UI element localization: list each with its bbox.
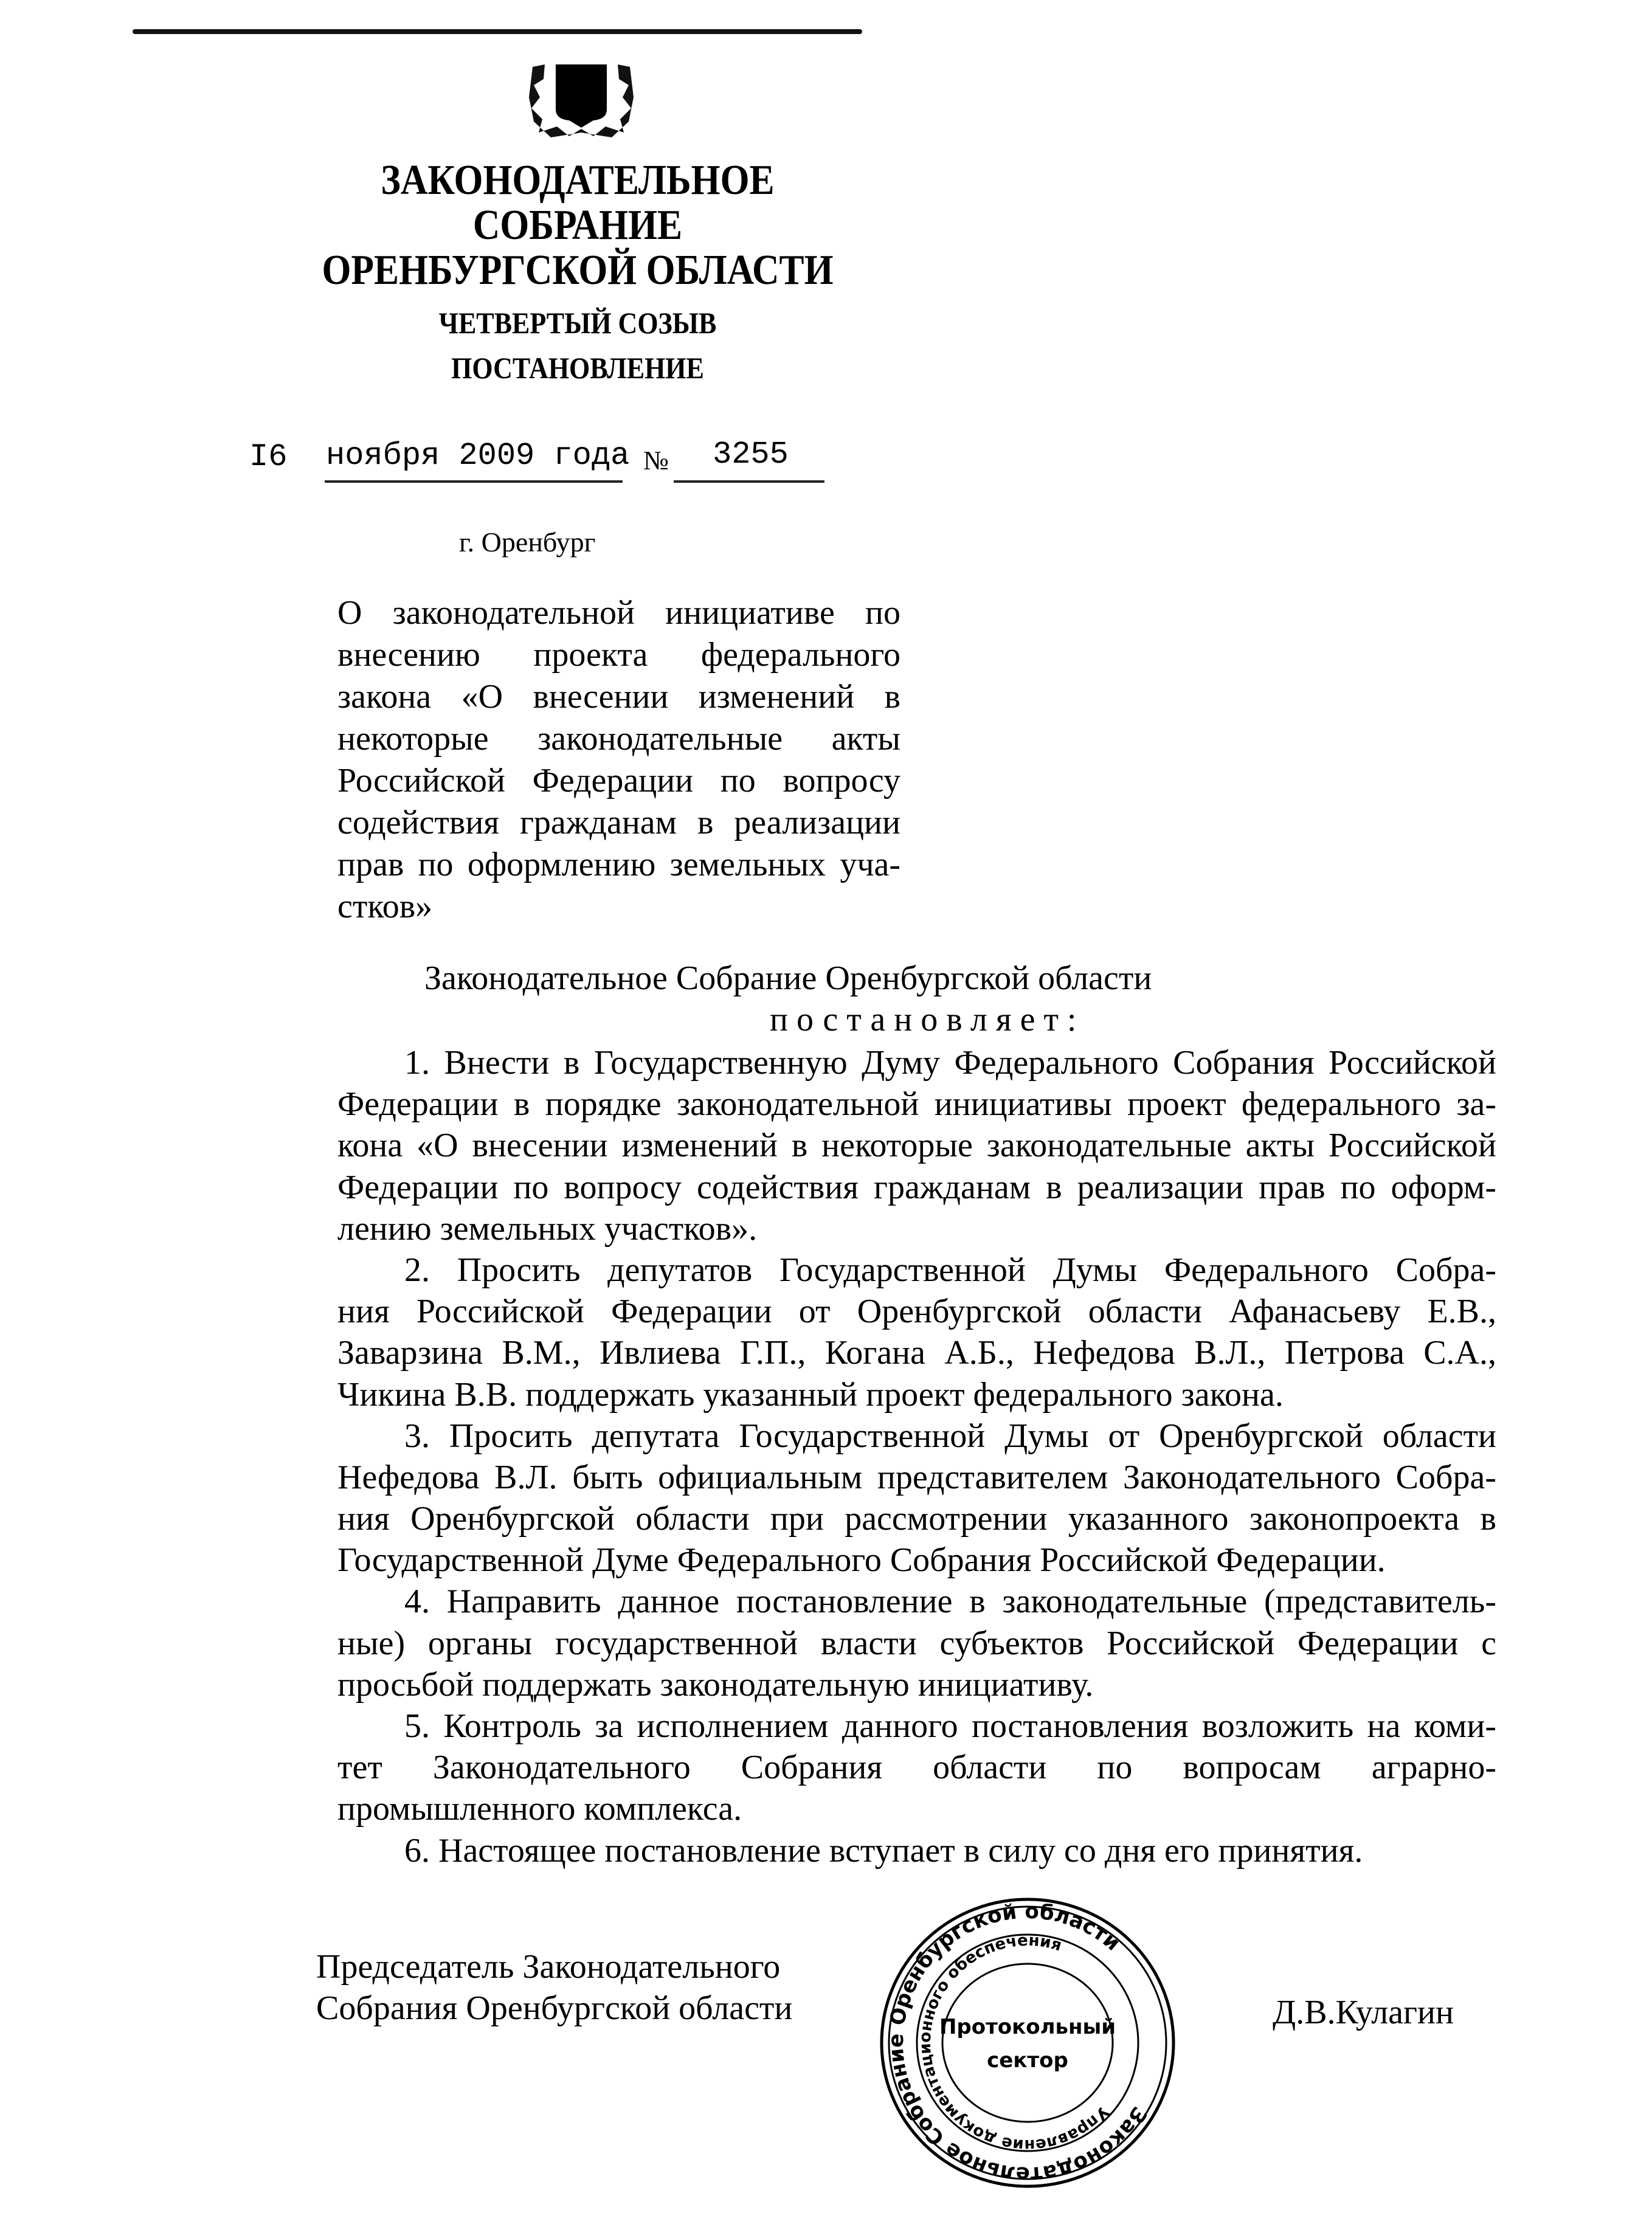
resolution-paragraph-5: [337, 1705, 1496, 1830]
date-day: I6: [249, 439, 288, 475]
subject-line: О законодательной инициативе по: [337, 594, 900, 632]
paragraph-line: лению земельных участков».: [337, 1209, 758, 1248]
resolution-paragraph-2: [337, 1249, 1496, 1415]
subject-line: закона «О внесении изменений в: [337, 678, 900, 716]
document-number: 3255: [713, 437, 789, 472]
paragraph-line: 1. Внести в Государственную Думу Федерального Собрания Российской: [404, 1044, 1496, 1082]
number-sign: №: [643, 446, 669, 475]
number-underline: [674, 480, 824, 483]
stamp-inner-text: Управление документационного обеспечения: [916, 1931, 1113, 2155]
paragraph-line: Федерации по вопросу содействия гражданам в реализации прав по оформ-: [337, 1168, 1496, 1206]
subject-line: внесению проекта федерального: [337, 636, 900, 674]
paragraph-line: тет Законодательного Собрания области по вопросам аграрно-: [337, 1749, 1496, 1787]
date-month-year: ноября 2009 года: [326, 438, 630, 474]
stamp-center-line1: Протокольный: [939, 2015, 1116, 2039]
signatory-name: Д.В.Кулагин: [1273, 1994, 1454, 2031]
document-type: ПОСТАНОВЛЕНИЕ: [451, 351, 704, 385]
paragraph-line: промышленного комплекса.: [337, 1790, 742, 1828]
official-seal-stamp: [876, 1891, 1180, 2195]
date-underline: [325, 480, 623, 483]
resolution-paragraph-6: [337, 1830, 1496, 1871]
resolves-word: постановляет:: [770, 1001, 1085, 1038]
resolution-paragraph-3: [337, 1415, 1496, 1581]
subject-block: [337, 592, 900, 928]
resolution-paragraph-1: [337, 1042, 1496, 1249]
subject-line: некоторые законодательные акты: [337, 720, 900, 758]
paragraph-line: Государственной Думе Федерального Собрания Российской Федерации.: [337, 1541, 1386, 1580]
convocation: ЧЕТВЕРТЫЙ СОЗЫВ: [438, 306, 717, 340]
paragraph-line: Заварзина В.М., Ивлиева Г.П., Когана А.Б., Нефедова В.Л., Петрова С.А.,: [337, 1334, 1496, 1372]
org-name-line3: ОРЕНБУРГСКОЙ ОБЛАСТИ: [322, 247, 834, 294]
paragraph-line: кона «О внесении изменений в некоторые законодательные акты Российской: [337, 1127, 1496, 1165]
stamp-outer-text: Законодательное Собрание Оренбургской области: [883, 1899, 1152, 2187]
subject-line: Российской Федерации по вопросу: [337, 762, 900, 799]
paragraph-line: Нефедова В.Л. быть официальным представителем Законодательного Собра-: [337, 1458, 1496, 1496]
resolution-paragraph-4: [337, 1581, 1496, 1705]
paragraph-line: 5. Контроль за исполнением данного постановления возложить на коми-: [404, 1707, 1496, 1745]
paragraph-line: Чикина В.В. поддержать указанный проект федерального закона.: [337, 1375, 1284, 1414]
paragraph-line: ные) органы государственной власти субъектов Российской Федерации с: [337, 1624, 1496, 1662]
resolution-body: [337, 1042, 1496, 1871]
paragraph-line: ния Оренбургской области при рассмотрении указанного законопроекта в: [337, 1500, 1496, 1538]
paragraph-line: 4. Направить данное постановление в законодательные (представитель-: [404, 1583, 1496, 1621]
paragraph-line: 6. Настоящее постановление вступает в силу со дня его принятия.: [404, 1831, 1363, 1870]
signatory-title-line2: Собрания Оренбургской области: [316, 1989, 793, 2027]
stamp-center-line2: сектор: [987, 2048, 1068, 2073]
paragraph-line: просьбой поддержать законодательную инициативу.: [337, 1665, 1094, 1704]
paragraph-line: Федерации в порядке законодательной инициативы проект федерального за-: [337, 1085, 1496, 1124]
signatory-title-line1: Председатель Законодательного: [316, 1948, 781, 1986]
preamble: Законодательное Собрание Оренбургской области: [424, 959, 1152, 997]
coat-of-arms-emblem: [527, 61, 636, 139]
subject-line: содействия гражданам в реализации: [337, 804, 900, 841]
subject-line: стков»: [337, 888, 433, 925]
city: г. Оренбург: [459, 527, 596, 558]
org-name-line2: СОБРАНИЕ: [472, 202, 683, 249]
paragraph-line: 3. Просить депутата Государственной Думы от Оренбургской области: [404, 1417, 1496, 1455]
org-name-line1: ЗАКОНОДАТЕЛЬНОЕ: [381, 157, 775, 204]
subject-line: прав по оформлению земельных уча-: [337, 846, 900, 883]
top-rule: [133, 29, 862, 34]
paragraph-line: 2. Просить депутатов Государственной Думы Федерального Собра-: [404, 1251, 1496, 1289]
paragraph-line: ния Российской Федерации от Оренбургской области Афанасьеву Е.В.,: [337, 1293, 1496, 1331]
